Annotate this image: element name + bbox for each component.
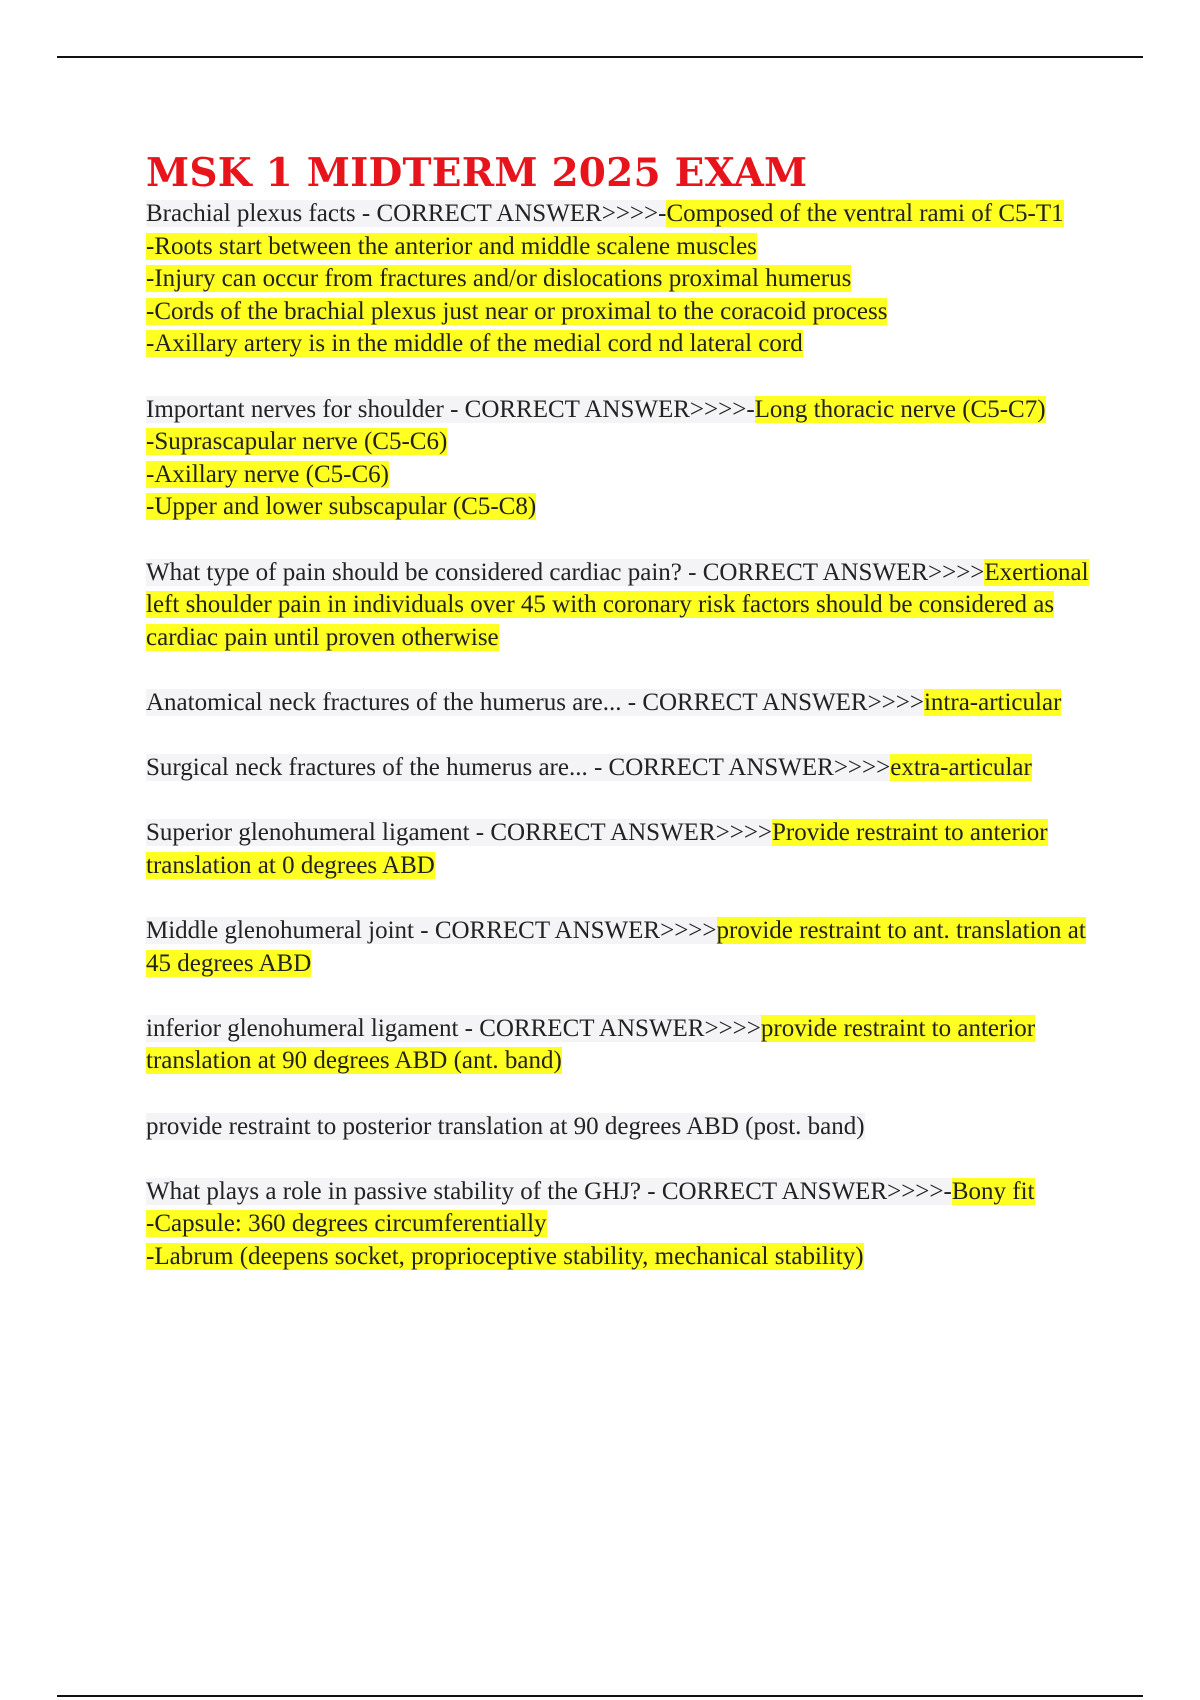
answer-text: -Injury can occur from fractures and/or dislocations proximal humerus bbox=[146, 265, 852, 293]
answer-text: extra-articular bbox=[890, 754, 1032, 782]
document-body bbox=[146, 198, 1091, 1274]
answer-text: -Upper and lower subscapular (C5-C8) bbox=[146, 493, 537, 521]
answer-text: -Axillary nerve (C5-C6) bbox=[146, 460, 389, 488]
question-text: Middle glenohumeral joint - CORRECT ANSWER>>>> bbox=[146, 917, 717, 945]
question-text: Brachial plexus facts - CORRECT ANSWER>>>>- bbox=[146, 200, 667, 227]
answer-text: -Labrum (deepens socket, proprioceptive stability, mechanical stability) bbox=[146, 1243, 864, 1270]
answer-text: -Axillary artery is in the middle of the medial cord nd lateral cord bbox=[146, 330, 803, 358]
qa-entry bbox=[146, 198, 1091, 361]
qa-entry bbox=[146, 1013, 1091, 1078]
question-text: Surgical neck fractures of the humerus are... - CORRECT ANSWER>>>> bbox=[146, 754, 891, 782]
answer-text: -Cords of the brachial plexus just near or proximal to the coracoid process bbox=[146, 297, 888, 325]
answer-text: Bony fit bbox=[951, 1177, 1035, 1205]
qa-entry bbox=[146, 752, 1091, 785]
bottom-rule bbox=[57, 1695, 1143, 1697]
standalone-text: provide restraint to posterior translation at 90 degrees ABD (post. band) bbox=[146, 1112, 865, 1140]
top-rule bbox=[57, 56, 1143, 58]
qa-entry bbox=[146, 557, 1091, 655]
answer-text: -Roots start between the anterior and middle scalene muscles bbox=[146, 232, 757, 260]
qa-entry bbox=[146, 687, 1091, 720]
answer-text: provide restraint to ant. translation at 45 degrees ABD bbox=[146, 917, 1086, 977]
question-text: What plays a role in passive stability of the GHJ? - CORRECT ANSWER>>>>- bbox=[146, 1177, 952, 1205]
qa-entry bbox=[146, 394, 1091, 524]
standalone-line bbox=[146, 1111, 1091, 1144]
question-text: Superior glenohumeral ligament - CORRECT ANSWER>>>> bbox=[146, 819, 773, 847]
qa-entry bbox=[146, 915, 1091, 980]
answer-text: provide restraint to anterior translation at 90 degrees ABD (ant. band) bbox=[146, 1014, 1036, 1075]
answer-text: Provide restraint to anterior translation at 0 degrees ABD bbox=[146, 819, 1048, 879]
page-title: MSK 1 MIDTERM 2025 EXAM bbox=[146, 150, 808, 196]
qa-entry bbox=[146, 1176, 1091, 1274]
question-text: Anatomical neck fractures of the humerus are... - CORRECT ANSWER>>>> bbox=[146, 688, 924, 716]
answer-text: intra-articular bbox=[923, 688, 1062, 716]
question-text: What type of pain should be considered cardiac pain? - CORRECT ANSWER>>>> bbox=[146, 558, 985, 586]
answer-text: Exertional left shoulder pain in individuals over 45 with coronary risk factors should be considered as cardiac pain until proven otherwise bbox=[146, 558, 1089, 651]
answer-text: -Capsule: 360 degrees circumferentially bbox=[146, 1210, 547, 1238]
qa-entry bbox=[146, 817, 1091, 882]
question-text: inferior glenohumeral ligament - CORRECT ANSWER>>>> bbox=[146, 1014, 761, 1042]
document-page bbox=[146, 148, 1091, 1306]
answer-text: Composed of the ventral rami of C5-T1 bbox=[666, 200, 1064, 227]
answer-text: -Suprascapular nerve (C5-C6) bbox=[146, 428, 448, 456]
question-text: Important nerves for shoulder - CORRECT ANSWER>>>>- bbox=[146, 395, 755, 423]
answer-text: Long thoracic nerve (C5-C7) bbox=[754, 395, 1046, 423]
